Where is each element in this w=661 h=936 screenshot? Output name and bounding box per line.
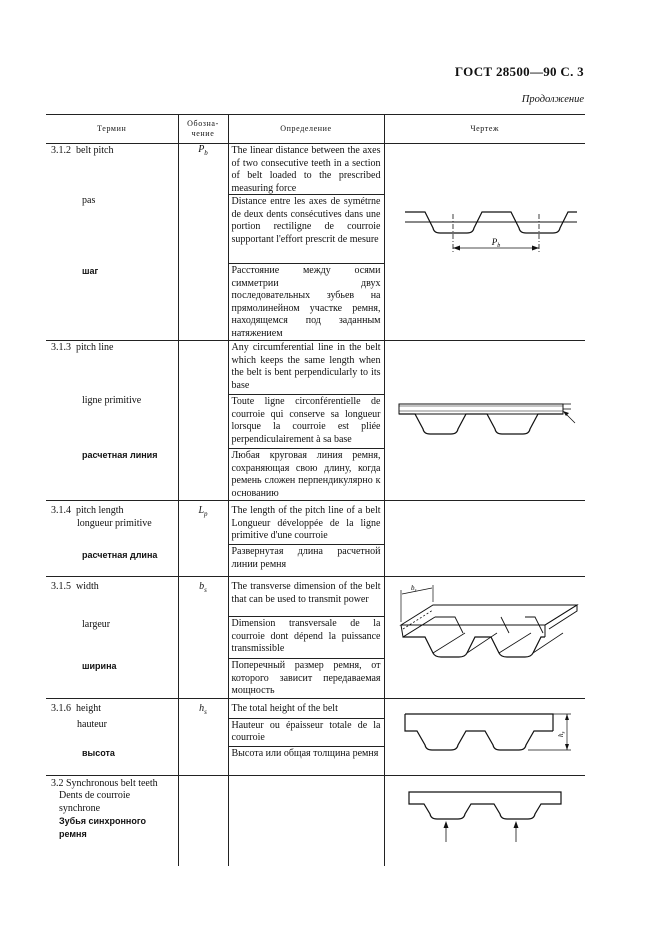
term-en: 3.1.5 width [51, 581, 99, 592]
term-cell [46, 698, 178, 775]
table-header-row [46, 115, 585, 144]
definition-cell [228, 577, 384, 699]
table-row [46, 341, 585, 501]
column-header-symbol: Обозна- чение [178, 115, 228, 144]
term-en: 3.1.2 belt pitch [51, 145, 114, 156]
definition-fr: Dimension transversale de la courroie dont dépend la puissance transmissible [229, 616, 384, 658]
definition-en: The transverse dimension of the belt that can be used to transmit power [231, 581, 381, 605]
drawing-cell [384, 341, 585, 501]
term-fr: hauteur [77, 718, 107, 730]
term-fr: Dents de courroie synchrone [59, 790, 131, 814]
drawing-cell [384, 698, 585, 775]
column-header-definition: Определение [228, 115, 384, 144]
term-cell [46, 775, 178, 866]
belt-teeth-drawing [385, 776, 586, 866]
continuation-label: Продолжение [521, 94, 584, 105]
definition-cell [228, 501, 384, 577]
symbol-cell [178, 775, 228, 866]
drawing-cell [384, 775, 585, 866]
symbol-cell: $L_p$ [178, 501, 228, 577]
symbol-cell: $h_s$ [178, 698, 228, 775]
term-en: 3.1.6 height [51, 702, 101, 714]
term-en: 3.1.3 pitch line [51, 342, 114, 353]
definition-ru: Поперечный размер ремня, от которого зависит передаваемая мощность [229, 658, 384, 698]
symbol-cell [178, 341, 228, 501]
table-row [46, 577, 585, 699]
drawing-label-height: $h_s$ [556, 731, 566, 737]
page-header: ГОСТ 28500—90 С. 3 [454, 64, 584, 79]
column-header-drawing: Чертеж [384, 115, 585, 144]
term-ru: высота [82, 747, 115, 758]
column-header-term: Термин [46, 115, 178, 144]
drawing-label-width: $b_s$ [410, 584, 416, 594]
table-row [46, 144, 585, 341]
definition-en: The length of the pitch line of a belt Longueur développée de la ligne primitive d'une courroie [231, 505, 381, 541]
drawing-cell [384, 501, 585, 577]
term-cell [46, 501, 178, 577]
table-row [46, 698, 585, 775]
definition-en: The linear distance between the axes of two consecutive teeth in a section of belt loaded to the prescribed measuring force [231, 145, 381, 194]
definition-cell [228, 144, 384, 341]
drawing-label-pitch: $P_b$ [491, 237, 500, 249]
height-drawing [385, 699, 586, 775]
term-cell [46, 144, 178, 341]
definition-fr: Toute ligne circonférentielle de courroie qui conserve sa longueur lorsque la courroie est pliée perpendiculairement à sa base [229, 394, 384, 448]
term-cell [46, 341, 178, 501]
belt-pitch-drawing [385, 144, 586, 339]
definition-fr: Hauteur ou épaisseur totale de la courroie [229, 718, 384, 746]
term-ru: ширина [82, 661, 117, 671]
term-ru: расчетная длина [82, 550, 158, 560]
definition-ru: Высота или общая толщина ремня [229, 746, 384, 761]
term-en: 3.1.4 pitch length [51, 505, 124, 516]
term-ru: Зубья синхронного ремня [59, 816, 146, 839]
symbol-cell: $P_b$ [178, 144, 228, 341]
term-fr: pas [82, 195, 96, 206]
drawing-cell [384, 144, 585, 341]
term-ru: расчетная линия [82, 450, 158, 460]
term-en: 3.2 Synchronous belt teeth [51, 777, 158, 789]
definition-ru: Любая круговая линия ремня, сохраняющая свою длину, когда ремень сложен перпендикулярно к основанию [229, 448, 384, 500]
term-ru: шаг [82, 266, 99, 276]
term-fr: longueur primitive [77, 517, 152, 529]
term-cell [46, 577, 178, 699]
definition-cell [228, 775, 384, 866]
width-drawing [385, 577, 586, 696]
definition-ru: Расстояние между осями симметрии двух последовательных зубьев на прямолинейном участке ремня, находящемся под заданным натяжением [229, 263, 384, 340]
definition-cell [228, 698, 384, 775]
definition-fr: Distance entre les axes de symétrne de deux dents consécutives dans une portion rectiligne de courroie supportant l'effort prescrit de mesure [229, 194, 384, 263]
symbol-cell: $b_s$ [178, 577, 228, 699]
pitch-line-drawing [385, 341, 586, 495]
term-fr: ligne primitive [82, 395, 142, 406]
table-row [46, 501, 585, 577]
definition-en: The total height of the belt [231, 702, 338, 714]
terms-table [46, 114, 585, 866]
definition-cell [228, 341, 384, 501]
table-row [46, 775, 585, 866]
term-fr: largeur [82, 619, 111, 630]
definition-ru: Развернутая длина расчетной линии ремня [229, 544, 384, 571]
drawing-cell [384, 577, 585, 699]
definition-en: Any circumferential line in the belt which keeps the same length when the belt is bent perpendicularly to its base [231, 342, 381, 391]
